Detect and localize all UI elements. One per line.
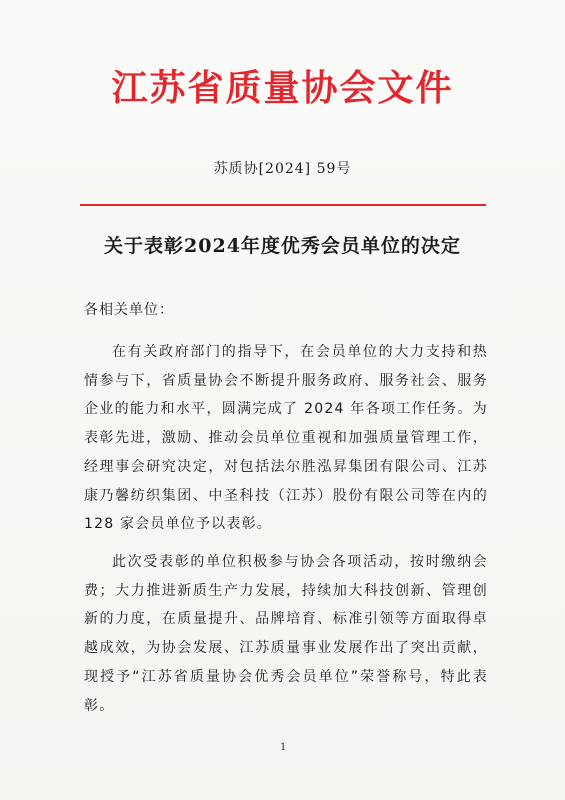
addressee-line: 各相关单位： [84,302,174,318]
document-number: 苏质协[2024] 59号 [213,161,352,177]
issuing-authority-header: 江苏省质量协会文件 [111,67,454,109]
red-divider-line [80,204,486,206]
body-paragraph-1: 在有关政府部门的指导下，在会员单位的大力支持和热情参与下，省质量协会不断提升服务政府、服务社会、服务企业的能力和水平，圆满完成了 2024 年各项工作任务。为表彰先进，激励、推动会员单位重视和加强质量管理工作，经理事会研究决定，对包括法尔胜泓昇集团有限公司、江苏康乃馨纺织集团、中圣科技（江苏）股份有限公司等在内的 128 家会员单位予以表彰。 [84,344,488,533]
page-number: 1 [280,742,287,753]
body-paragraph-2: 此次受表彰的单位积极参与协会各项活动，按时缴纳会费；大力推进新质生产力发展，持续加大科技创新、管理创新的力度，在质量提升、品牌培育、标准引领等方面取得卓越成效，为协会发展、江苏质量事业发展作出了突出贡献，现授予“江苏省质量协会优秀会员单位”荣誉称号，特此表彰。 [84,554,488,714]
document-title: 关于表彰2024年度优秀会员单位的决定 [104,235,461,257]
